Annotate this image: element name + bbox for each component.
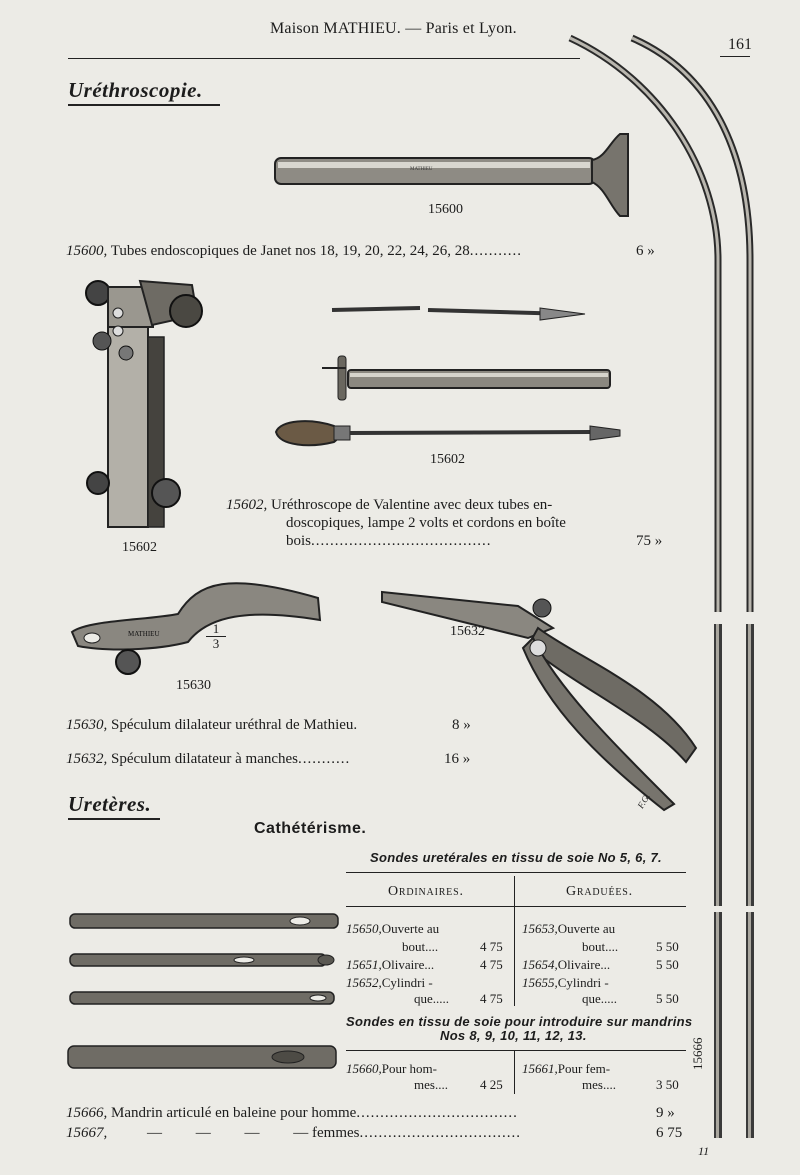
fraction-numerator: 1 [206, 622, 226, 637]
ureteral-sondes-illustration [68, 910, 348, 1070]
entry-15600 [66, 242, 522, 260]
figure-label-15666: 15666 [690, 1037, 705, 1070]
entry-15602-line3 [286, 532, 492, 550]
leader-dots: .................................. [356, 1105, 518, 1121]
table1-col-right-header: Graduées. [566, 884, 633, 899]
t1-row1-left [346, 920, 439, 938]
table2-top-rule [346, 1050, 686, 1051]
entry-15602-line1 [226, 496, 552, 514]
t1-row3-right-price: 5 50 [656, 957, 679, 972]
row-number: 15650, [346, 921, 382, 936]
ditto-dashes: — — — — [147, 1125, 309, 1141]
fraction [206, 622, 226, 651]
t1-row3-left [346, 956, 434, 974]
table1-divider [514, 876, 515, 1006]
page-number: 161 [728, 36, 752, 53]
section-title-ureteres: Uretères. [68, 792, 152, 816]
page-header: Maison MATHIEU. — Paris et Lyon. [270, 20, 517, 37]
row-number: 15653, [522, 921, 558, 936]
table2-title-line2: Nos 8, 9, 10, 11, 12, 13. [440, 1028, 587, 1043]
svg-text:MATHIEU: MATHIEU [410, 167, 433, 172]
row-text: Pour fem- [557, 1061, 611, 1076]
row-text: Cylindri - [557, 975, 609, 990]
footer-mark: 11 [698, 1144, 710, 1158]
engraving-mark: MATHIEU [128, 630, 160, 638]
entry-15630 [66, 716, 357, 734]
entry-15630-price: 8 » [452, 717, 471, 733]
table1-top-rule [346, 872, 686, 873]
row-number: 15661, [522, 1061, 558, 1076]
row-text: Ouverte au [557, 921, 616, 936]
urethroscope-holder-illustration [82, 275, 212, 535]
entry-text: Tubes endoscopiques de Janet nos 18, 19, 20, 22, 24, 26, 28 [110, 243, 470, 259]
section-underline [68, 818, 160, 820]
t2-row2-left-price: 4 25 [480, 1077, 503, 1092]
t1-row1-right [522, 920, 615, 938]
table1-col-left-header: Ordinaires. [388, 884, 464, 899]
figure-label-15602-right: 15602 [430, 452, 465, 467]
entry-text: femmes [312, 1125, 360, 1141]
figure-label-15602-left: 15602 [122, 540, 157, 555]
entry-15602-line2: doscopiques, lampe 2 volts et cordons en boîte [286, 515, 566, 531]
speculum-15632-illustration [378, 578, 708, 811]
row-text: Olivaire... [381, 957, 435, 972]
row-text: Ouverte au [381, 921, 440, 936]
row-text: Cylindri - [381, 975, 433, 990]
entry-text: Spéculum dilatateur à manches [111, 751, 299, 767]
t1-row3-left-price: 4 75 [480, 957, 503, 972]
table2-divider [514, 1050, 515, 1094]
entry-15666 [66, 1104, 518, 1122]
t1-row2-left-price: 4 75 [480, 939, 503, 954]
t1-row5-left-price: 4 75 [480, 991, 503, 1006]
entry-number: 15666, [66, 1105, 108, 1121]
entry-15602-price: 75 » [636, 533, 663, 549]
entry-text: Mandrin articulé en baleine pour homme [111, 1105, 357, 1121]
engraver-signature: F.G. [635, 791, 652, 811]
entry-text: Spéculum dilalateur uréthral de Mathieu. [111, 717, 358, 733]
t1-row3-right [522, 956, 610, 974]
row-number: 15651, [346, 957, 382, 972]
entry-15667 [66, 1124, 521, 1142]
t1-row5-right-price: 5 50 [656, 991, 679, 1006]
entry-text: Uréthroscope de Valentine avec deux tubes en- [271, 497, 553, 513]
entry-number: 15630, [66, 717, 108, 733]
leader-dots: ........... [469, 243, 522, 259]
entry-number: 15600, [66, 243, 108, 259]
leader-dots: .................................. [359, 1125, 521, 1141]
entry-number: 15667, [66, 1125, 108, 1141]
t1-row5-left: que..... [414, 991, 450, 1006]
row-number: 15660, [346, 1061, 382, 1076]
t1-row2-right: bout.... [582, 939, 619, 954]
row-text: Pour hom- [381, 1061, 437, 1076]
figure-label-15600: 15600 [428, 202, 463, 217]
entry-15667-price: 6 75 [656, 1125, 683, 1141]
subsection-title-catheterisme: Cathétérisme. [254, 820, 367, 837]
entry-number: 15602, [226, 497, 268, 513]
section-title-urethroscopie: Uréthroscopie. [68, 78, 203, 102]
row-text: Olivaire... [557, 957, 611, 972]
figure-label-15632: 15632 [450, 624, 485, 639]
table2-title-line1: Sondes en tissu de soie pour introduire sur mandrins [346, 1014, 693, 1029]
t2-row2-right-price: 3 50 [656, 1077, 679, 1092]
entry-15600-price: 6 » [636, 243, 655, 259]
t2-row2-right: mes.... [582, 1077, 616, 1092]
entry-15632-price: 16 » [444, 751, 471, 767]
leader-dots: ........... [298, 751, 351, 767]
row-number: 15654, [522, 957, 558, 972]
speculum-15630-illustration [68, 572, 338, 682]
t1-row5-right: que..... [582, 991, 618, 1006]
entry-text: bois [286, 533, 312, 549]
figure-label-15630: 15630 [176, 678, 211, 693]
table1-header-rule [346, 906, 686, 907]
t1-row2-right-price: 5 50 [656, 939, 679, 954]
entry-number: 15632, [66, 751, 108, 767]
row-number: 15652, [346, 975, 382, 990]
entry-15632 [66, 750, 350, 768]
table1-title: Sondes uretérales en tissu de soie No 5, 6, 7. [370, 850, 662, 865]
valentine-tubes-illustration [270, 298, 630, 448]
t1-row2-left: bout.... [402, 939, 439, 954]
entry-15666-price: 9 » [656, 1105, 675, 1121]
fraction-denominator: 3 [212, 636, 220, 651]
leader-dots: ...................................... [311, 533, 492, 549]
t2-row2-left: mes.... [414, 1077, 448, 1092]
row-number: 15655, [522, 975, 558, 990]
